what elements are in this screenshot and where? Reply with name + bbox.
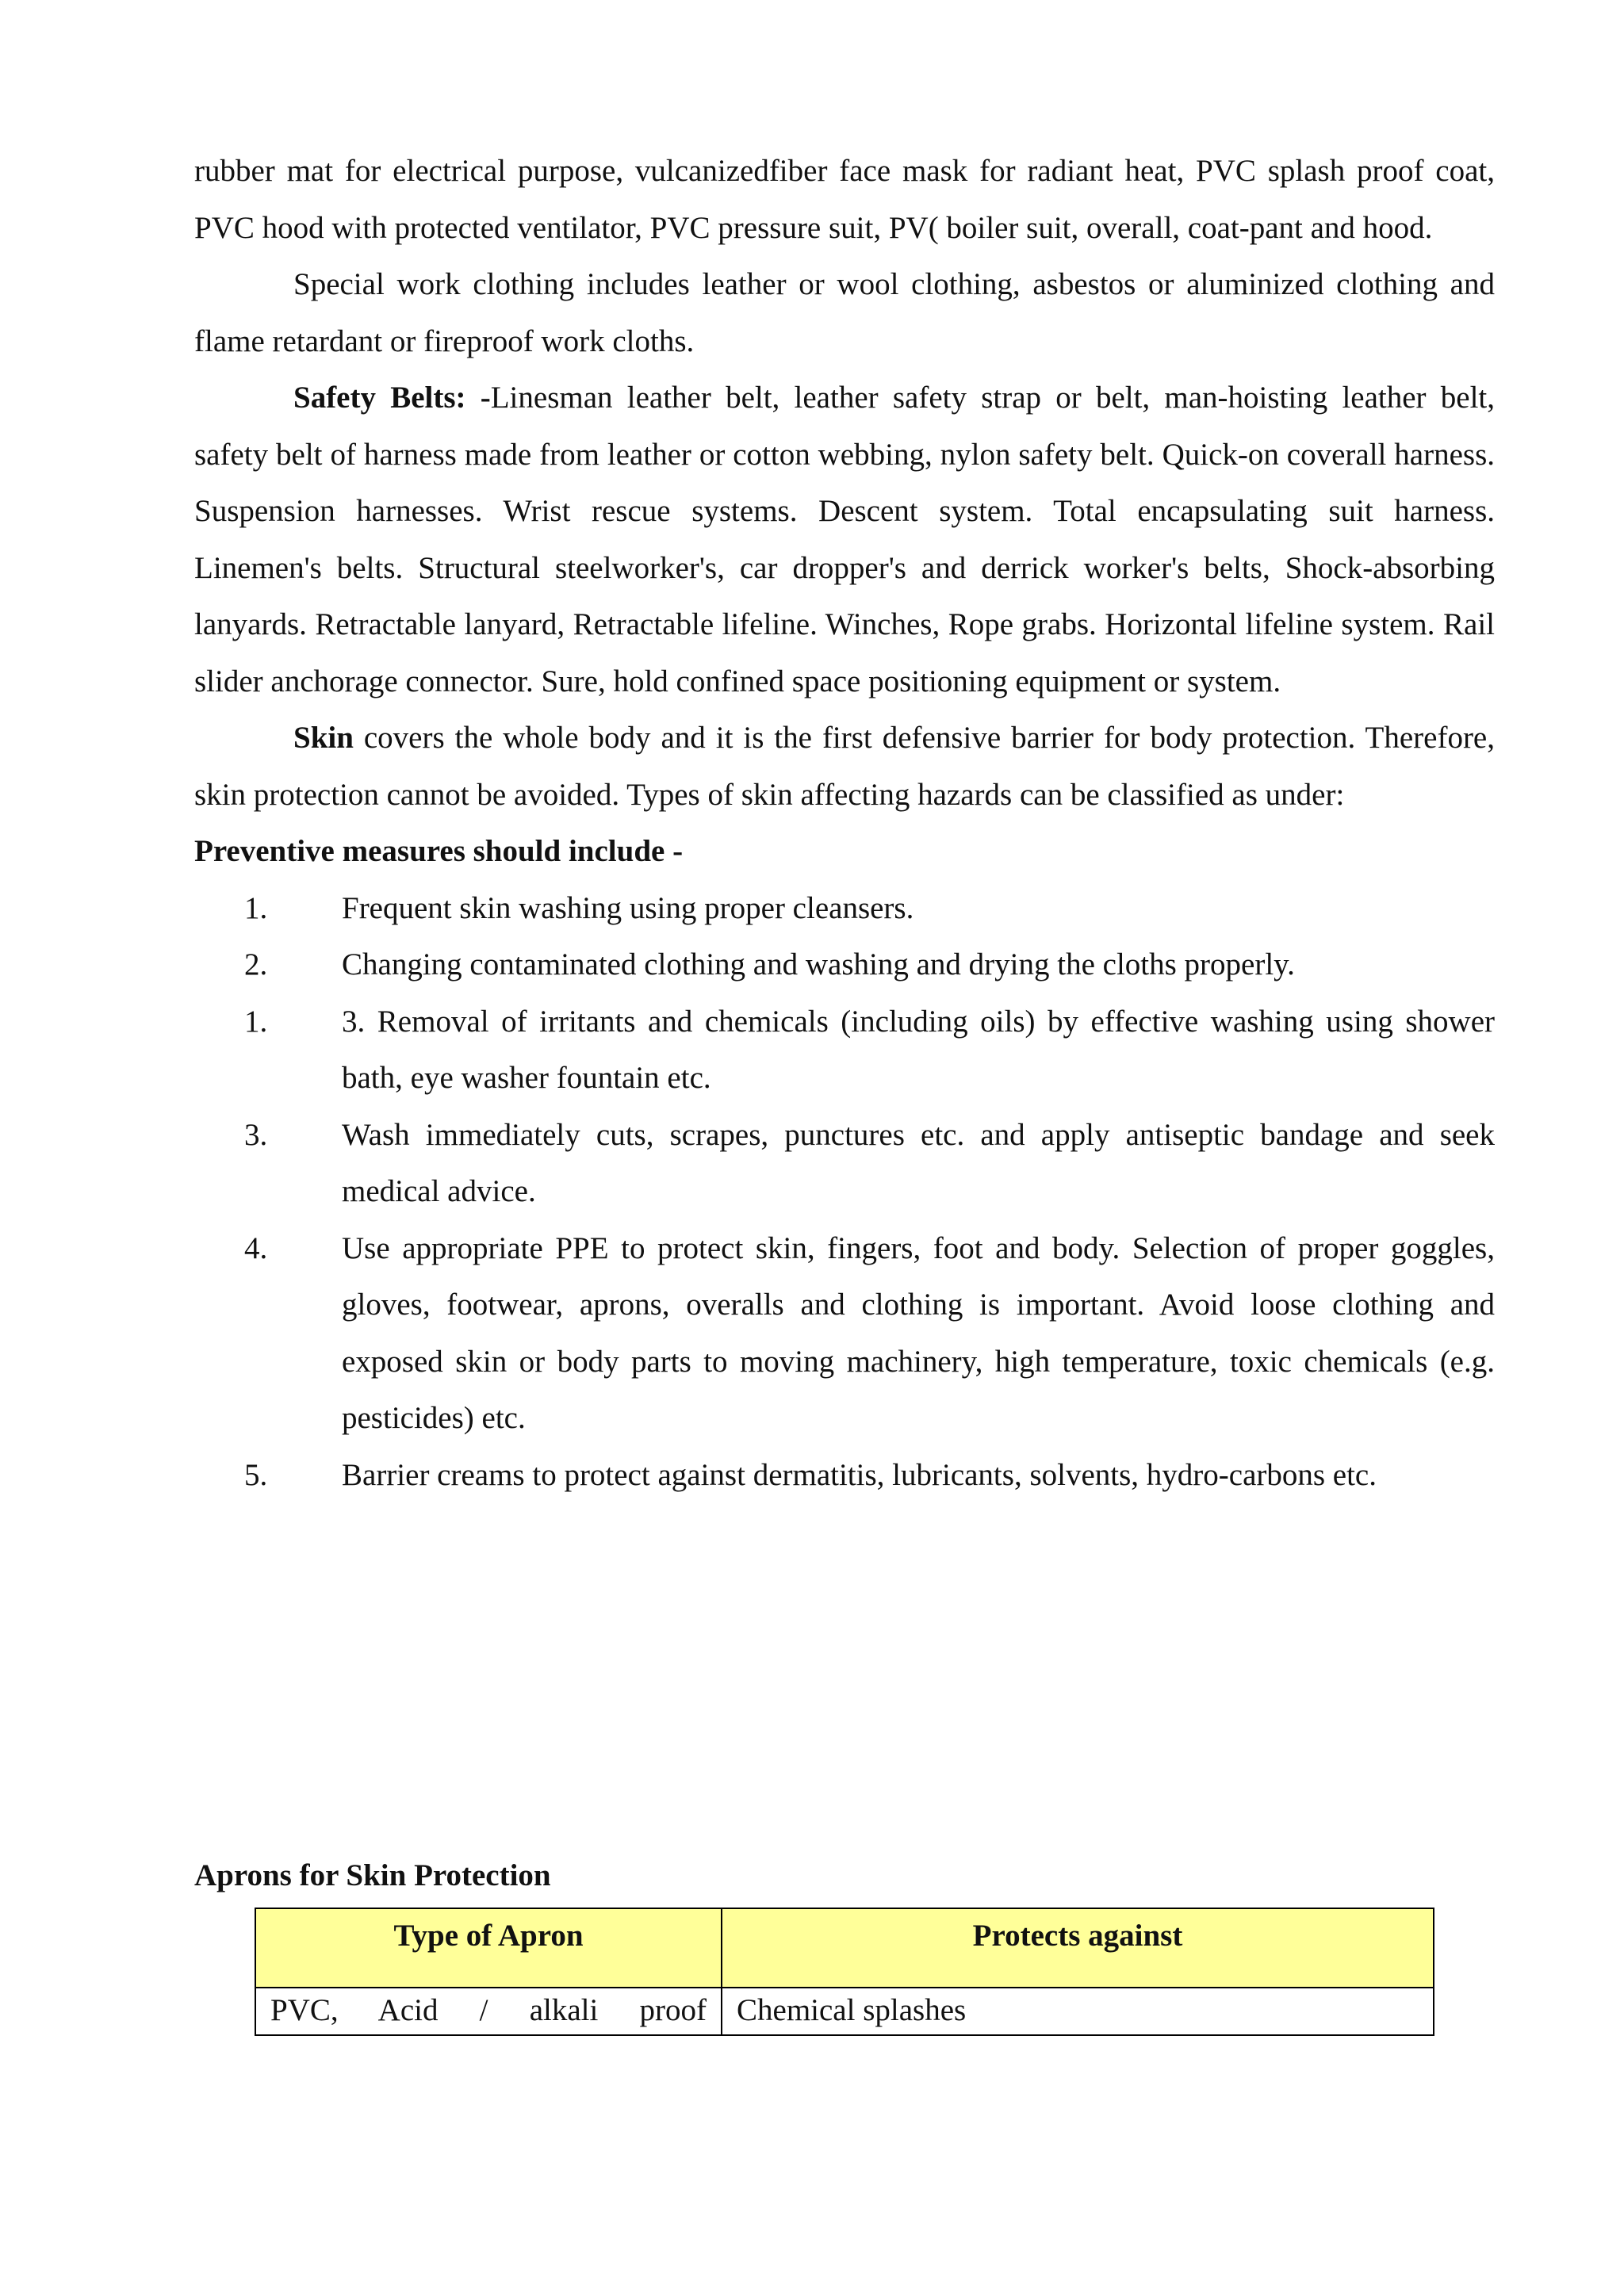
list-item — [194, 880, 1495, 937]
safety-belts-text: Linesman leather belt, leather safety strap or belt, man-hoisting leather belt, safety belt of harness made from leather or cotton webbing, nylon safety belt. Quick-on coverall harness. Suspension harnesses. Wrist rescue systems. Descent system. Total encapsulating suit harness. Linemen's belts. Structural steelworker's, car dropper's and derrick worker's belts, Shock-absorbing lanyards. Retractable lanyard, Retractable lifeline. Winches, Rope grabs. Horizontal lifeline system. Rail slider anchorage connector. Sure, hold confined space positioning equipment or system. — [194, 381, 1495, 698]
list-item-number: 5. — [244, 1457, 268, 1492]
list-item-text: 3. Removal of irritants and chemicals (including oils) by effective washing using shower bath, eye washer fountain etc. — [342, 1004, 1495, 1095]
aprons-heading: Aprons for Skin Protection — [194, 1858, 551, 1892]
safety-belts-label: Safety Belts: - — [293, 381, 491, 415]
skin-text: covers the whole body and it is the first defensive barrier for body protection. Therefore, skin protection cannot be avoided. Types of skin affecting hazards can be classified as under: — [194, 721, 1495, 812]
paragraph-skin — [194, 710, 1495, 823]
column-header-type: Type of Apron — [255, 1908, 722, 1988]
table-header-row — [255, 1908, 1434, 1988]
list-item-number: 4. — [244, 1230, 268, 1265]
skin-label: Skin — [293, 721, 354, 755]
list-item — [194, 993, 1495, 1107]
list-item-text: Changing contaminated clothing and washing and drying the cloths properly. — [342, 947, 1295, 982]
table-cell-protects: Chemical splashes — [722, 1988, 1434, 2035]
document-body — [194, 143, 1495, 1503]
list-item-text: Frequent skin washing using proper cleansers. — [342, 890, 914, 925]
list-item-number: 2. — [244, 947, 268, 982]
list-item-text: Barrier creams to protect against dermatitis, lubricants, solvents, hydro-carbons etc. — [342, 1457, 1377, 1492]
table-cell-type: PVC, Acid / alkali proof — [255, 1988, 722, 2035]
table-row — [255, 1988, 1434, 2035]
paragraph-safety-belts — [194, 369, 1495, 710]
list-item-number: 3. — [244, 1117, 268, 1152]
list-item-text: Use appropriate PPE to protect skin, fingers, foot and body. Selection of proper goggles, gloves, footwear, aprons, overalls and clothing is important. Avoid loose clothing and exposed skin or body parts to moving machinery, high temperature, toxic chemicals (e.g. pesticides) etc. — [342, 1230, 1495, 1435]
list-item — [194, 936, 1495, 993]
paragraph-special-work-clothing: Special work clothing includes leather or wool clothing, asbestos or aluminized clothing and flame retardant or fireproof work cloths. — [194, 267, 1495, 358]
preventive-measures-heading: Preventive measures should include - — [194, 834, 684, 868]
list-item-number: 1. — [244, 890, 268, 925]
list-item — [194, 1107, 1495, 1220]
list-item — [194, 1220, 1495, 1447]
list-item-text: Wash immediately cuts, scrapes, punctures etc. and apply antiseptic bandage and seek medical advice. — [342, 1117, 1495, 1208]
preventive-measures-list — [194, 880, 1495, 1504]
list-item — [194, 1447, 1495, 1504]
paragraph-protective-items: rubber mat for electrical purpose, vulcanizedfiber face mask for radiant heat, PVC splash proof coat, PVC hood with protected ventilator, PVC pressure suit, PV( boiler suit, overall, coat-pant and hood. — [194, 154, 1495, 245]
list-item-number: 1. — [244, 1004, 268, 1039]
aprons-table — [255, 1908, 1434, 2036]
column-header-protects: Protects against — [722, 1908, 1434, 1988]
